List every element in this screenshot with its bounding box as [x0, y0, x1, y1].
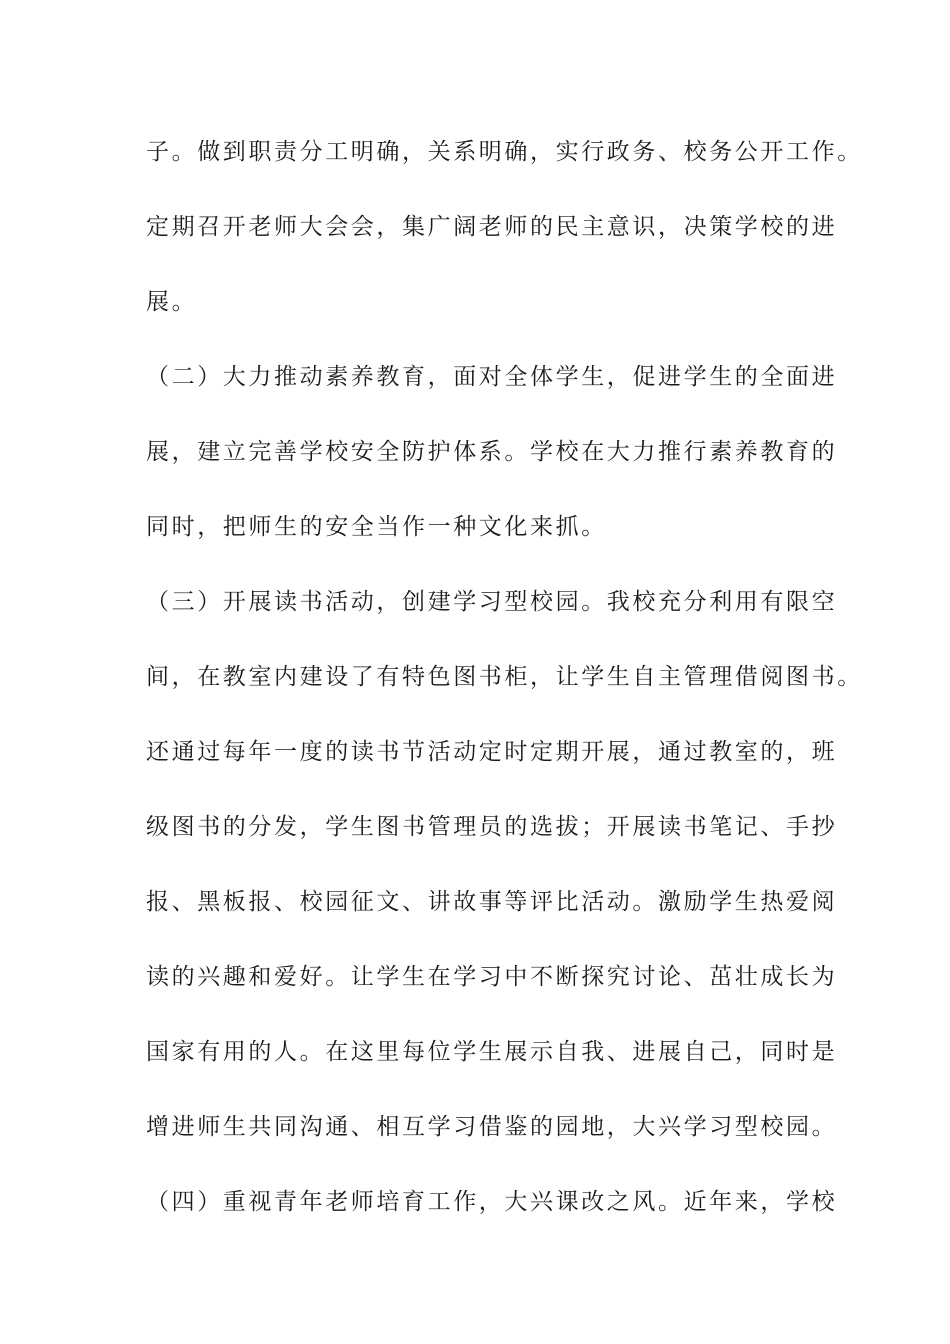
- text-line-14: 增进师生共同沟通、相互学习借鉴的园地，大兴学习型校园。: [146, 1114, 838, 1140]
- text-line-10: 级图书的分发，学生图书管理员的选拔；开展读书笔记、手抄: [146, 814, 838, 840]
- text-line-15: （四）重视青年老师培育工作，大兴课改之风。近年来，学校: [146, 1189, 838, 1215]
- text-line-7: （三）开展读书活动，创建学习型校园。我校充分利用有限空: [146, 589, 838, 615]
- text-line-3: 展。: [146, 289, 198, 315]
- text-line-13: 国家有用的人。在这里每位学生展示自我、进展自己，同时是: [146, 1039, 838, 1065]
- text-line-2: 定期召开老师大会会，集广阔老师的民主意识，决策学校的进: [146, 214, 838, 240]
- text-line-9: 还通过每年一度的读书节活动定时定期开展，通过教室的，班: [146, 739, 838, 765]
- text-line-12: 读的兴趣和爱好。让学生在学习中不断探究讨论、茁壮成长为: [146, 964, 838, 990]
- body-text: [146, 132, 863, 1257]
- text-line-5: 展，建立完善学校安全防护体系。学校在大力推行素养教育的: [146, 439, 838, 465]
- text-line-4: （二）大力推动素养教育，面对全体学生，促进学生的全面进: [146, 364, 838, 390]
- text-line-6: 同时，把师生的安全当作一种文化来抓。: [146, 514, 607, 540]
- text-line-1: 子。做到职责分工明确，关系明确，实行政务、校务公开工作。: [146, 139, 863, 165]
- text-line-11: 报、黑板报、校园征文、讲故事等评比活动。激励学生热爱阅: [146, 889, 838, 915]
- text-line-8: 间，在教室内建设了有特色图书柜，让学生自主管理借阅图书。: [146, 664, 863, 690]
